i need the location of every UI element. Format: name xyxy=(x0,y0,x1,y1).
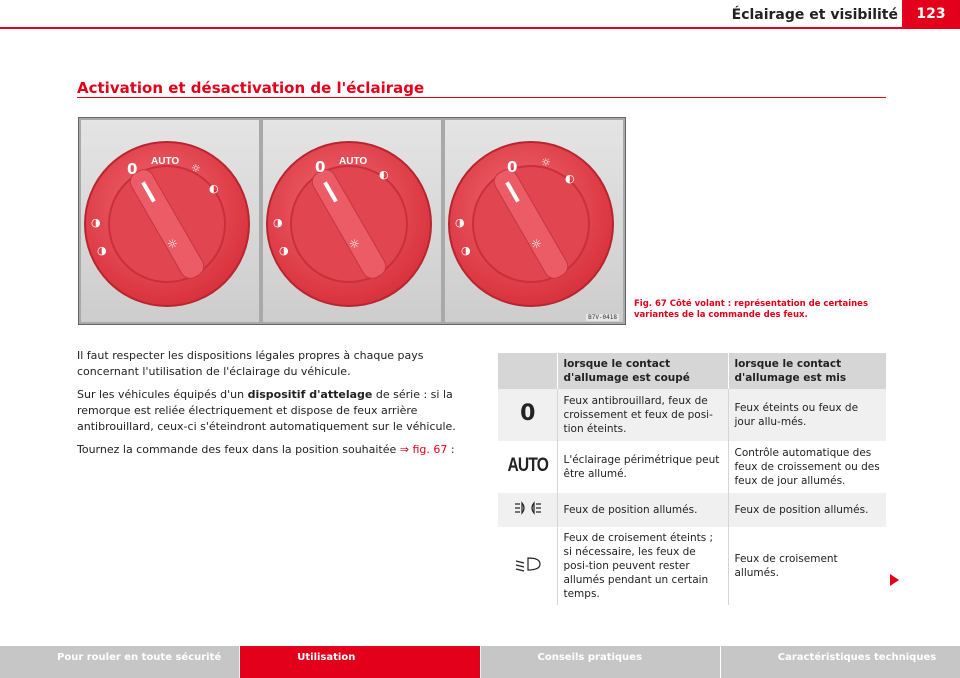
rear-fog-icon: ◑ xyxy=(461,244,471,257)
table-row xyxy=(498,389,886,441)
figure-link[interactable]: fig. 67 xyxy=(412,443,448,456)
symbol-text: AUTO xyxy=(507,455,549,476)
table-header-ignition-on: lorsque le contact d'allumage est mis xyxy=(729,353,886,389)
table-cell: Feux de position allumés. xyxy=(729,493,886,527)
dial-label-off: 0 xyxy=(315,158,326,176)
rear-fog-icon: ◑ xyxy=(279,244,289,257)
table-cell: Feux de position allumés. xyxy=(558,493,729,527)
light-sun-icon: ☼ xyxy=(349,237,360,251)
light-switch-dial-1 xyxy=(81,120,259,322)
auto-headlight-icon xyxy=(498,441,558,493)
table-cell: Feux de croisement allumés. xyxy=(729,527,886,605)
light-switch-variant-1 xyxy=(81,120,259,322)
section-rule xyxy=(77,97,886,98)
front-fog-icon: ◑ xyxy=(273,216,283,229)
running-header-title: Éclairage et visibilité xyxy=(731,7,898,23)
figure-caption: Fig. 67 Côté volant : représentation de certaines variantes de la commande des feux. xyxy=(634,299,868,320)
table-row xyxy=(498,441,886,493)
table-row xyxy=(498,527,886,605)
light-switch-table xyxy=(498,353,886,605)
position-light-icon: ☼ xyxy=(541,156,551,169)
low-beam-dial-icon: ◐ xyxy=(565,172,575,185)
nav-tab-safety[interactable]: Pour rouler en toute sécurité xyxy=(0,646,240,678)
low-beam-dial-icon: ◐ xyxy=(209,182,219,195)
symbol-text: 0 xyxy=(520,400,536,426)
figure-67 xyxy=(78,117,626,325)
light-switch-variant-3 xyxy=(445,120,623,322)
section-title: Activation et désactivation de l'éclairage xyxy=(77,79,425,97)
arrow-icon: ⇒ xyxy=(399,443,409,456)
light-switch-dial-3 xyxy=(445,120,623,322)
header-rule xyxy=(0,27,960,29)
table-header-symbol xyxy=(498,353,558,389)
table-cell: Feux de croisement éteints ; si nécessaire, les feux de posi-tion peuvent rester allumés pendant un certain temps. xyxy=(558,527,729,605)
nav-tab-operation[interactable]: Utilisation xyxy=(240,646,480,678)
table-cell: Feux éteints ou feux de jour allu-més. xyxy=(729,389,886,441)
paragraph-instruction xyxy=(77,442,474,458)
position-lights-icon xyxy=(498,493,558,527)
table-cell: L'éclairage périmétrique peut être allumé. xyxy=(558,441,729,493)
position-lights-icon-graphic xyxy=(514,501,542,515)
continue-arrow-icon[interactable] xyxy=(890,574,899,586)
front-fog-icon: ◑ xyxy=(91,216,101,229)
nav-tab-practical-tips[interactable]: Conseils pratiques xyxy=(481,646,721,678)
table-cell: Feux antibrouillard, feux de croissement et feux de posi-tion éteints. xyxy=(558,389,729,441)
light-sun-icon: ☼ xyxy=(167,237,178,251)
paragraph-text: Sur les véhicules équipés d'un xyxy=(77,388,248,401)
dial-label-off: 0 xyxy=(127,160,138,178)
table-header-row xyxy=(498,353,886,389)
page-number-tab: 123 xyxy=(902,0,960,28)
dial-label-auto: AUTO xyxy=(339,156,368,167)
paragraph-text: Tournez la commande des feux dans la position souhaitée xyxy=(77,443,400,456)
position-light-icon: ☼ xyxy=(191,162,201,175)
nav-tab-technical-data[interactable]: Caractéristiques techniques xyxy=(721,646,960,678)
paragraph-text: de série : si la remorque est reliée électriquement et dispose de feux arrière antibrouillard, ceux-ci s'éteindront automatiquement sur le véhicule. xyxy=(77,388,456,433)
low-beam-icon xyxy=(498,527,558,605)
table-header-ignition-off: lorsque le contact d'allumage est coupé xyxy=(558,353,729,389)
light-sun-icon: ☼ xyxy=(531,237,542,251)
body-text xyxy=(77,348,474,465)
chapter-nav xyxy=(0,646,960,678)
light-switch-variant-2 xyxy=(263,120,441,322)
low-beam-icon-graphic xyxy=(515,556,541,572)
figure-code: B7V-0418 xyxy=(588,314,617,321)
low-beam-dial-icon: ◐ xyxy=(379,168,389,181)
paragraph-text: : xyxy=(447,443,455,456)
paragraph-towbar xyxy=(77,387,474,435)
front-fog-icon: ◑ xyxy=(455,216,465,229)
light-switch-dial-2 xyxy=(263,120,441,322)
table-cell: Contrôle automatique des feux de croissement ou des feux de jour allumés. xyxy=(729,441,886,493)
dial-label-off: 0 xyxy=(507,158,518,176)
table-row xyxy=(498,493,886,527)
rear-fog-icon: ◑ xyxy=(97,244,107,257)
dial-label-auto: AUTO xyxy=(151,156,180,167)
off-position-icon xyxy=(498,389,558,441)
paragraph-legal: Il faut respecter les dispositions légales propres à chaque pays concernant l'utilisation de l'éclairage du véhicule. xyxy=(77,349,424,378)
bold-term: dispositif d'attelage xyxy=(247,388,373,401)
